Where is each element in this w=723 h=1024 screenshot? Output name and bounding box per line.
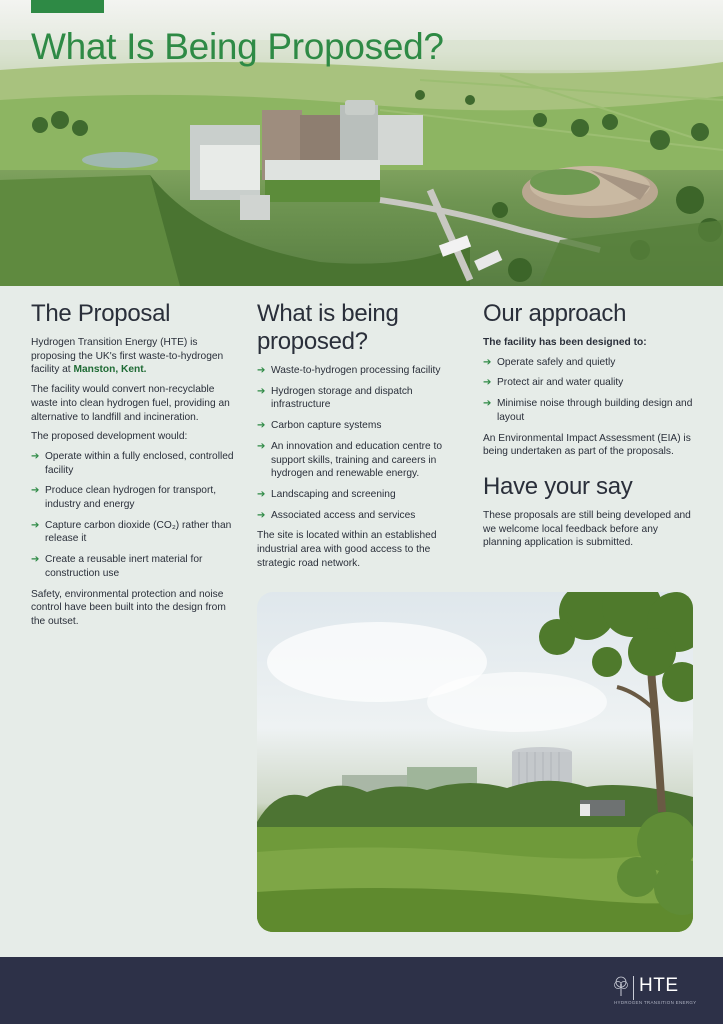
page-title: What Is Being Proposed? xyxy=(31,26,444,67)
list-item xyxy=(257,419,467,433)
proposal-list xyxy=(31,450,241,581)
list-item-text: Landscaping and screening xyxy=(271,488,396,500)
tree-logo-icon xyxy=(614,976,628,998)
proposal-column xyxy=(31,300,241,635)
arrow-right-icon: ➔ xyxy=(257,385,266,397)
list-item xyxy=(257,488,467,502)
list-item xyxy=(483,376,693,390)
list-item-text: Minimise noise through building design and layout xyxy=(497,398,693,423)
hte-logo xyxy=(614,975,697,1006)
have-your-say-heading: Have your say xyxy=(483,472,633,500)
approach-heading: Our approach xyxy=(483,300,627,327)
list-item xyxy=(257,385,467,412)
proposal-heading: The Proposal xyxy=(31,300,171,327)
logo-subtitle: HYDROGEN TRANSITION ENERGY xyxy=(614,1000,697,1005)
proposal-paragraph: The facility would convert non-recyclable waste into clean hydrogen fuel, providing an alternative to landfill and incineration. xyxy=(31,384,230,423)
arrow-right-icon: ➔ xyxy=(31,485,40,497)
what-is-proposed-column xyxy=(257,300,467,576)
arrow-right-icon: ➔ xyxy=(31,450,40,462)
approach-list xyxy=(483,356,693,425)
list-item xyxy=(483,356,693,370)
arrow-right-icon: ➔ xyxy=(31,554,40,566)
list-item-text: Produce clean hydrogen for transport, industry and energy xyxy=(45,485,217,511)
list-item xyxy=(483,397,693,424)
arrow-right-icon: ➔ xyxy=(257,509,266,521)
proposal-intro xyxy=(31,336,241,377)
approach-lead: The facility has been designed to: xyxy=(483,337,647,348)
arrow-right-icon: ➔ xyxy=(257,440,266,452)
have-your-say-text: These proposals are still being developed and we welcome local feedback before any planning application is submitted. xyxy=(483,509,691,549)
list-item-text: Operate within a fully enclosed, controlled facility xyxy=(45,450,234,476)
list-item xyxy=(31,450,241,477)
arrow-right-icon: ➔ xyxy=(483,398,492,410)
list-item-text: An innovation and education centre to support skills, training and careers in hydrogen and renewable energy. xyxy=(271,440,443,480)
site-location-text: The site is located within an established industrial area with good access to the strategic road network. xyxy=(257,530,437,569)
list-item xyxy=(31,553,241,580)
list-item-text: Operate safely and quietly xyxy=(497,356,616,368)
eia-text: An Environmental Impact Assessment (EIA) is being undertaken as part of the proposals. xyxy=(483,432,691,458)
facility-landscape-image xyxy=(257,592,693,932)
approach-column xyxy=(483,300,693,556)
list-item xyxy=(257,509,467,523)
proposal-location: Manston, Kent. xyxy=(73,364,147,376)
header-accent-bar xyxy=(31,0,104,13)
arrow-right-icon: ➔ xyxy=(483,356,492,368)
proposal-intro-text: Hydrogen Transition Energy (HTE) is proposing the UK's first waste-to-hydrogen facility at xyxy=(31,337,224,376)
list-item xyxy=(257,364,467,378)
list-item xyxy=(31,484,241,511)
list-item xyxy=(257,440,467,481)
list-item-text: Create a reusable inert material for construction use xyxy=(45,554,203,579)
arrow-right-icon: ➔ xyxy=(257,365,266,376)
list-item-text: Carbon capture systems xyxy=(271,420,382,432)
arrow-right-icon: ➔ xyxy=(483,377,492,389)
what-is-proposed-list xyxy=(257,364,467,522)
arrow-right-icon: ➔ xyxy=(257,420,266,432)
list-item xyxy=(31,519,241,546)
list-item-text: Hydrogen storage and dispatch infrastructure xyxy=(271,385,413,411)
proposal-closing: Safety, environmental protection and noise control have been built into the design from the outset. xyxy=(31,588,226,627)
list-item-text: Capture carbon dioxide (CO₂) rather than release it xyxy=(45,519,232,545)
logo-text: HTE xyxy=(639,975,679,996)
arrow-right-icon: ➔ xyxy=(31,519,40,531)
proposal-list-intro: The proposed development would: xyxy=(31,431,188,443)
arrow-right-icon: ➔ xyxy=(257,488,266,500)
logo-divider xyxy=(633,976,634,1000)
what-is-proposed-heading: What is being proposed? xyxy=(257,300,399,355)
list-item-text: Associated access and services xyxy=(271,509,416,521)
list-item-text: Protect air and water quality xyxy=(497,377,624,389)
list-item-text: Waste-to-hydrogen processing facility xyxy=(271,365,441,376)
